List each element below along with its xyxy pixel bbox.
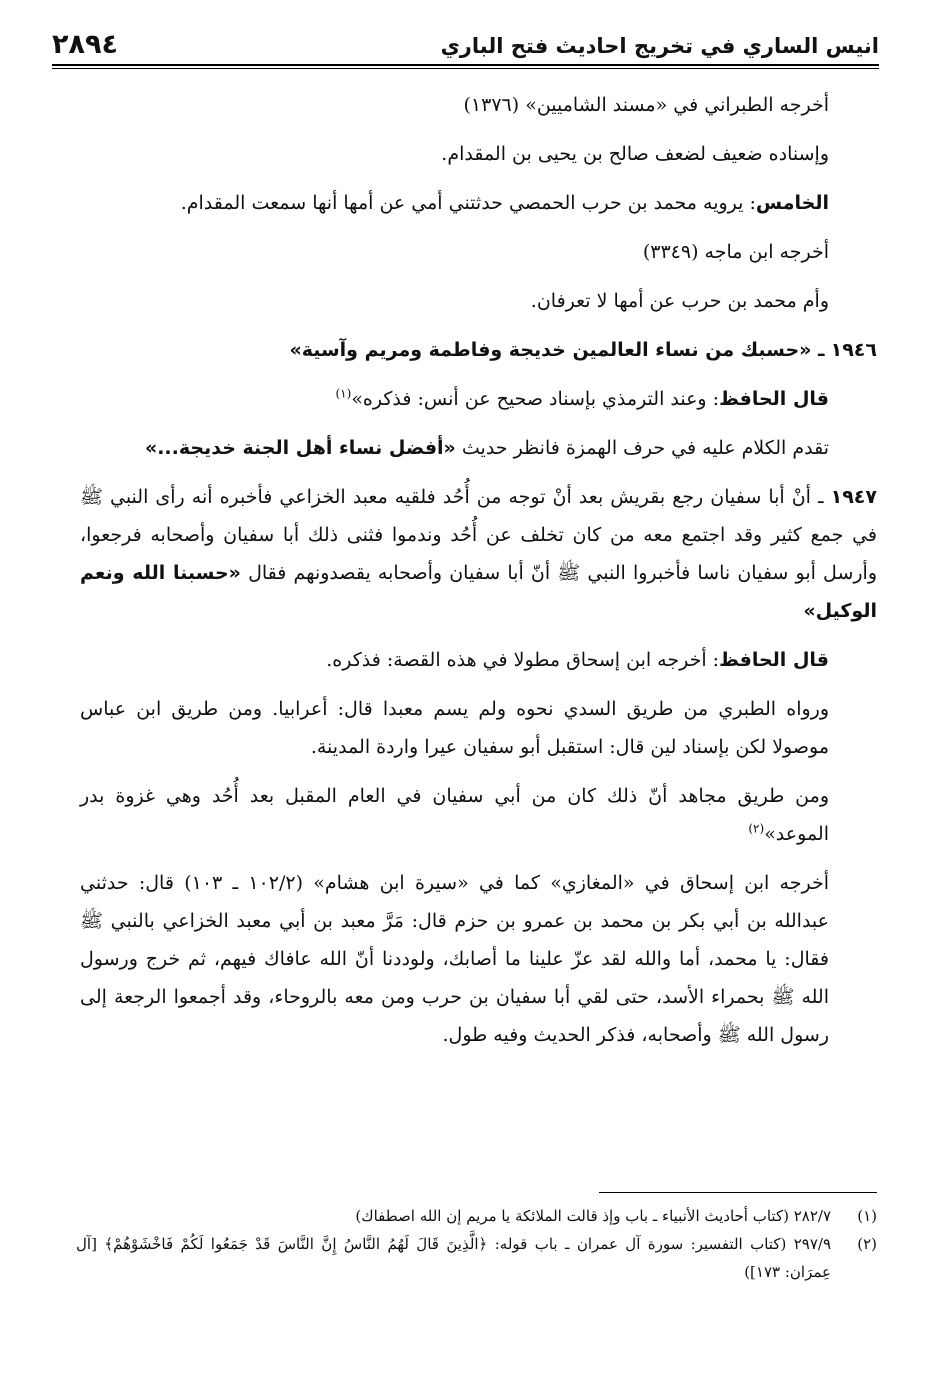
paragraph: ورواه الطبري من طريق السدي نحوه ولم يسم معبدا قال: أعرابيا. ومن طريق ابن عباس موصولا لكن بإسناد لين قال: استقبل أبو سفيان عيرا واردة المدينة. — [80, 698, 829, 758]
footnote — [76, 1230, 877, 1286]
main-text — [80, 86, 877, 1065]
footnote-ref: (٢) — [748, 821, 765, 836]
footnote-ref: (١) — [335, 386, 352, 401]
page-number: ٢٨٩٤ — [52, 29, 118, 60]
paragraph — [80, 380, 877, 418]
header-rule — [52, 64, 879, 69]
paragraph-text: : وعند الترمذي بإسناد صحيح عن أنس: فذكره» — [351, 388, 720, 410]
footnote-text: ٢٨٢/٧ (كتاب أحاديث الأنبياء ـ باب وإذ قالت الملائكة يا مريم إن الله اصطفاك) — [355, 1207, 831, 1225]
paragraph — [80, 184, 877, 222]
paragraph: أخرجه الطبراني في «مسند الشاميين» (١٣٧٦) — [463, 94, 829, 116]
footnote-rule — [599, 1192, 877, 1193]
label-hafiz: قال الحافظ — [719, 388, 829, 410]
paragraph-text: تقدم الكلام عليه في حرف الهمزة فانظر حديث — [455, 437, 829, 459]
paragraph-text: ومن طريق مجاهد أنّ ذلك كان من أبي سفيان في العام المقبل بعد أُحُد وهي غزوة بدر الموعد» — [80, 785, 829, 845]
page-header — [52, 26, 879, 60]
paragraph: وأم محمد بن حرب عن أمها لا تعرفان. — [530, 290, 829, 312]
paragraph-text: : يرويه محمد بن حرب الحمصي حدثتني أمي عن أمها أنها سمعت المقدام. — [180, 192, 756, 214]
paragraph: أخرجه ابن إسحاق في «المغازي» كما في «سيرة ابن هشام» (١٠٢/٢ ـ ١٠٣) قال: حدثني عبدالله بن أبي بكر بن محمد بن عمرو بن حزم قال: مَرَّ معبد بن أبي معبد الخزاعي بالنبي ﷺ فقال: يا محمد، أما والله لقد عزّ علينا ما أصابك، ولوددنا أنّ الله عافاك فيهم، ثم خرج ورسول الله ﷺ بحمراء الأسد، حتى لقي أبا سفيان بن حرب ومن معه بالروحاء، وقد أجمعوا الرجعة إلى رسول الله ﷺ وأصحابه، فذكر الحديث وفيه طول. — [80, 872, 829, 1046]
paragraph — [80, 777, 877, 853]
footnote-number: (٢) — [857, 1235, 877, 1253]
hadith-1947 — [80, 478, 877, 630]
footnote-text: ٢٩٧/٩ (كتاب التفسير: سورة آل عمران ـ باب قوله: ﴿الَّذِينَ قَالَ لَهُمُ النَّاسُ إِنَّ النَّاسَ قَدْ جَمَعُوا لَكُمْ فَاخْشَوْهُمْ﴾ [آل عِمرَان: ١٧٣]) — [76, 1235, 831, 1281]
hadith-title: ـ «حسبك من نساء العالمين خديجة وفاطمة ومريم وآسية» — [289, 339, 825, 361]
paragraph: وإسناده ضعيف لضعف صالح بن يحيى بن المقدام. — [441, 143, 829, 165]
label-khamis: الخامس — [755, 192, 829, 214]
footnote-number: (١) — [857, 1207, 877, 1225]
paragraph: أخرجه ابن ماجه (٣٣٤٩) — [642, 241, 829, 263]
label-hafiz: قال الحافظ — [719, 649, 829, 671]
hadith-number: ١٩٤٧ — [830, 486, 877, 508]
hadith-reference: «أفضل نساء أهل الجنة خديجة...» — [144, 437, 456, 459]
hadith-quote: «حسبنا الله ونعم الوكيل» — [80, 562, 877, 622]
hadith-1946 — [80, 331, 877, 369]
footnote — [76, 1202, 877, 1230]
hadith-number: ١٩٤٦ — [830, 339, 877, 361]
footnotes — [76, 1202, 877, 1286]
hadith-text: ـ أنْ أبا سفيان رجع بقريش بعد أنْ توجه من أُحُد فلقيه معبد الخزاعي فأخبره أنه رأى النبي ﷺ في جمع كثير وقد اجتمع معه من كان تخلف عن أُحُد وندموا فثنى ذلك أبا سفيان وأصحابه فرجعوا، وأرسل أبو سفيان ناسا فأخبروا النبي ﷺ أنّ أبا سفيان وأصحابه يقصدونهم فقال — [80, 486, 877, 584]
paragraph — [80, 641, 877, 679]
paragraph-text: : أخرجه ابن إسحاق مطولا في هذه القصة: فذكره. — [326, 649, 720, 671]
paragraph — [80, 429, 877, 467]
book-title: انيس الساري في تخريج احاديث فتح الباري — [440, 34, 879, 58]
